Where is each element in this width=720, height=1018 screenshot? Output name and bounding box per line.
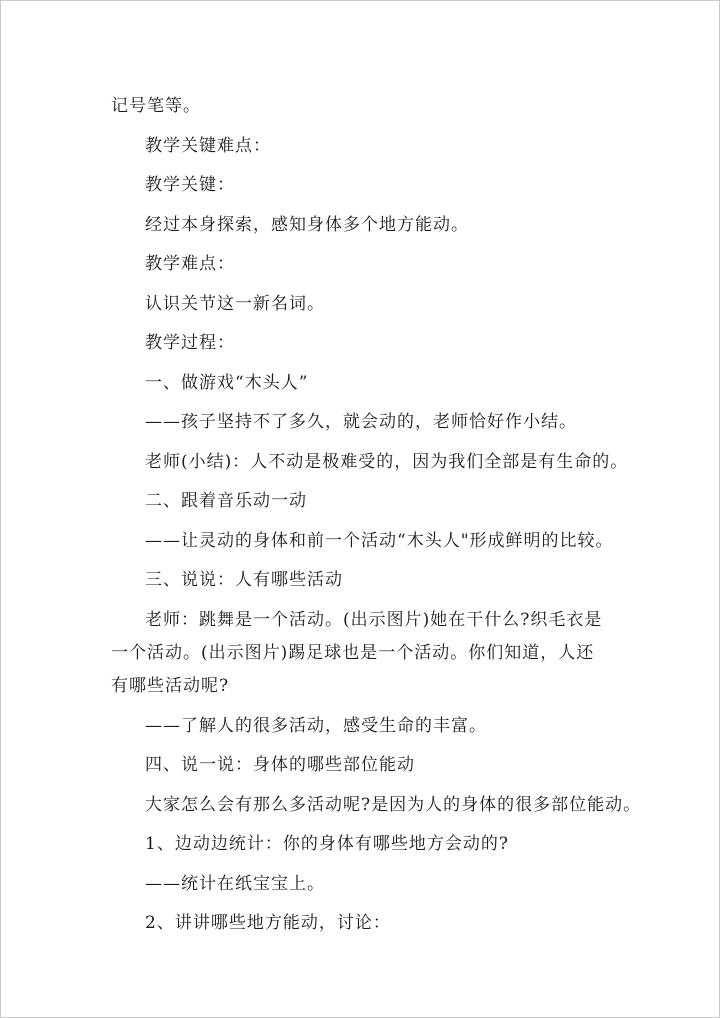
- paragraph: 大家怎么会有那么多活动呢?是因为人的身体的很多部位能动。: [145, 794, 642, 815]
- list-item: 2、讲讲哪些地方能动，讨论：: [145, 913, 391, 933]
- document-body: [111, 87, 642, 944]
- step-heading: 四、说一说：身体的哪些部位能动: [145, 755, 415, 775]
- step-heading: 三、说说：人有哪些活动: [145, 570, 343, 590]
- paragraph: ——让灵动的身体和前一个活动“木头人"形成鲜明的比较。: [145, 530, 614, 551]
- paragraph: ——了解人的很多活动，感受生命的丰富。: [145, 715, 487, 736]
- paragraph: 经过本身探索，感知身体多个地方能动。: [145, 214, 469, 235]
- paragraph: 老师：跳舞是一个活动。(出示图片)她在干什么?织毛衣是一个活动。(出示图片)踢足球也是一个活动。你们知道，人还有哪些活动呢?: [111, 609, 603, 696]
- paragraph: 记号笔等。: [111, 96, 201, 116]
- paragraph: 认识关节这一新名词。: [145, 293, 325, 314]
- paragraph: 老师(小结)：人不动是极难受的，因为我们全部是有生命的。: [145, 451, 629, 472]
- paragraph: ——统计在纸宝宝上。: [145, 873, 325, 894]
- step-heading: 一、做游戏“木头人”: [145, 372, 309, 393]
- list-item: 1、边动边统计：你的身体有哪些地方会动的?: [145, 834, 509, 854]
- section-heading: 教学过程：: [145, 333, 235, 353]
- step-heading: 二、跟着音乐动一动: [145, 491, 307, 511]
- subheading: 教学关键：: [145, 175, 235, 195]
- subheading: 教学难点：: [145, 254, 235, 274]
- paragraph: ——孩子坚持不了多久，就会动的，老师恰好作小结。: [145, 412, 577, 432]
- section-heading: 教学关键难点：: [145, 135, 271, 156]
